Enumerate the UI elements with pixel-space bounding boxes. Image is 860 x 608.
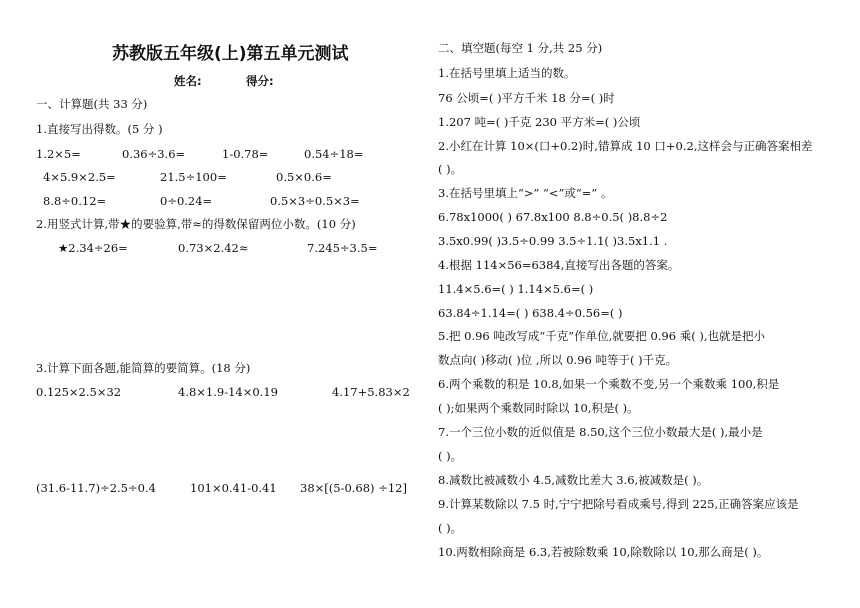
fill-q8: 8.减数比被减数小 4.5,减数比差大 3.6,被减数是( )。 <box>438 473 709 487</box>
fill-q7: 7.一个三位小数的近似值是 8.50,这个三位小数最大是( ),最小是 <box>438 425 763 439</box>
fill-q7-cont: ( )。 <box>438 449 463 463</box>
section-1-heading: 一、计算题(共 33 分) <box>36 97 148 111</box>
fill-q6: 6.两个乘数的积是 10.8,如果一个乘数不变,另一个乘数乘 100,积是 <box>438 377 780 391</box>
name-label: 姓名: <box>174 74 202 88</box>
fill-q1: 1.在括号里填上适当的数。 <box>438 66 576 80</box>
q1-item: 8.8÷0.12= <box>43 194 107 208</box>
fill-q9-cont: ( )。 <box>438 521 463 535</box>
fill-q1-line: 1.207 吨=( )千克 230 平方米=( )公顷 <box>438 115 641 129</box>
q3-item: 4.17+5.83×2 <box>332 385 410 399</box>
q1-item: 0.36÷3.6= <box>122 147 186 161</box>
fill-q10: 10.两数相除商是 6.3,若被除数乘 10,除数除以 10,那么商是( )。 <box>438 545 769 559</box>
q3-item: (31.6-11.7)÷2.5÷0.4 <box>36 481 156 495</box>
question-1: 1.直接写出得数。(5 分 ) <box>36 122 163 136</box>
q3-item: 0.125×2.5×32 <box>36 385 122 399</box>
fill-q3-line: 3.5x0.99( )3.5÷0.99 3.5÷1.1( )3.5x1.1 . <box>438 234 668 248</box>
q2-item: 7.245÷3.5= <box>307 241 378 255</box>
q3-item: 4.8×1.9-14×0.19 <box>178 385 278 399</box>
q1-item: 0.5×3÷0.5×3= <box>270 194 360 208</box>
q2-item: ★2.34÷26= <box>58 241 128 255</box>
q1-item: 4×5.9×2.5= <box>43 170 116 184</box>
page-title: 苏教版五年级(上)第五单元测试 <box>112 44 349 64</box>
fill-q3: 3.在括号里填上“>” “<”或“=” 。 <box>438 186 613 200</box>
q3-item: 101×0.41-0.41 <box>190 481 277 495</box>
fill-q3-line: 6.78x1000( ) 67.8x100 8.8÷0.5( )8.8÷2 <box>438 210 668 224</box>
q1-item: 0÷0.24= <box>160 194 213 208</box>
fill-q5-cont: 数点向( )移动( )位 ,所以 0.96 吨等于( )千克。 <box>438 353 678 367</box>
score-label: 得分: <box>246 74 274 88</box>
fill-q9: 9.计算某数除以 7.5 时,宁宁把除号看成乘号,得到 225,正确答案应该是 <box>438 497 799 511</box>
section-2-heading: 二、填空题(每空 1 分,共 25 分) <box>438 41 603 55</box>
q1-item: 1-0.78= <box>222 147 269 161</box>
fill-q4-line: 11.4×5.6=( ) 1.14×5.6=( ) <box>438 282 594 296</box>
fill-q6-cont: ( );如果两个乘数同时除以 10,积是( )。 <box>438 401 639 415</box>
fill-q4: 4.根据 114×56=6384,直接写出各题的答案。 <box>438 258 680 272</box>
question-2: 2.用竖式计算,带★的要验算,带≈的得数保留两位小数。(10 分) <box>36 217 356 231</box>
fill-q2: 2.小红在计算 10×(口+0.2)时,错算成 10 口+0.2,这样会与正确答案相差 <box>438 139 813 153</box>
q2-item: 0.73×2.42≈ <box>178 241 249 255</box>
q1-item: 21.5÷100= <box>160 170 227 184</box>
fill-q4-line: 63.84÷1.14=( ) 638.4÷0.56=( ) <box>438 306 623 320</box>
fill-q2-cont: ( )。 <box>438 162 463 176</box>
q1-item: 1.2×5= <box>36 147 81 161</box>
question-3: 3.计算下面各题,能简算的要简算。(18 分) <box>36 361 251 375</box>
q1-item: 0.54÷18= <box>304 147 364 161</box>
q1-item: 0.5×0.6= <box>276 170 332 184</box>
fill-q5: 5.把 0.96 吨改写成“千克”作单位,就要把 0.96 乘( ),也就是把小 <box>438 329 766 343</box>
q3-item: 38×[(5-0.68) ÷12] <box>300 481 407 495</box>
fill-q1-line: 76 公顷=( )平方千米 18 分=( )时 <box>438 91 615 105</box>
